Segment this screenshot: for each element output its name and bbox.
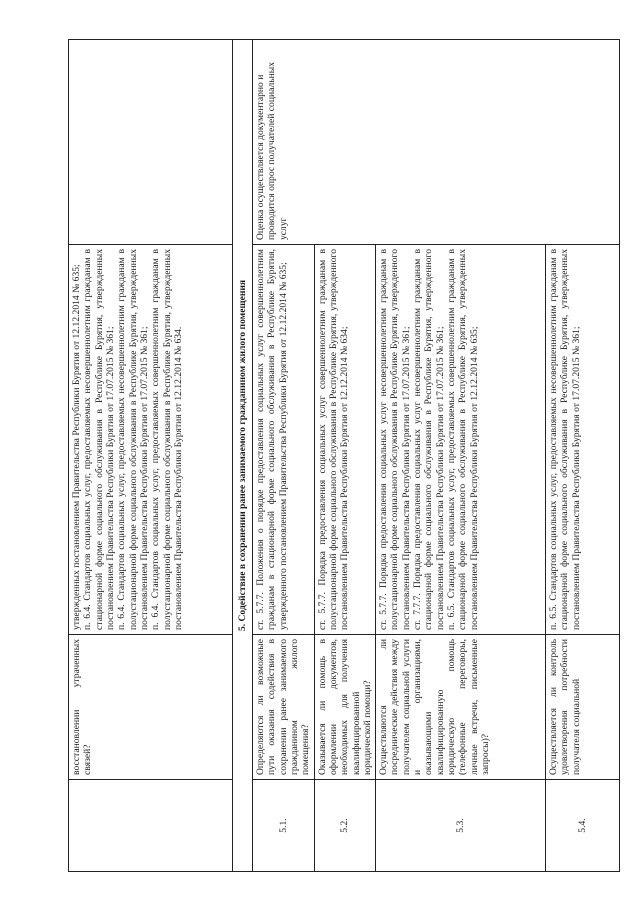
- evaluation-cell: [69, 40, 233, 245]
- legal-basis-line: ст. 5.7.7. Порядка предоставления социальных услуг совершеннолетним гражданам в полустационарной форме социального обслуживания в Республике Бурятия, утвержденного постановлением Правительства Республики Бурятия от 12.12.2014 № 634;: [316, 249, 351, 630]
- question-cell: Осуществляются ли посреднические действия между получателем социальной услуги и организациями, оказывающими квалифицированную юридическую помощь (телефонные переговоры, личные встречи, письменные запросы)?: [376, 635, 546, 780]
- legal-basis-cell: [314, 245, 376, 635]
- legal-basis-cell: [546, 245, 620, 635]
- legal-basis-line: п. 6.5. Стандартов социальных услуг, предоставляемых совершеннолетним гражданам в стационарной форме социального обслуживания в Республике Бурятия, утвержденных постановлением Правительства Республики Бурятия от 12.12.2014 № 635;: [446, 249, 480, 630]
- question-cell: Осуществляется ли контроль удовлетворения потребности получателя социальной: [546, 635, 620, 780]
- row-number-cell: 5.1.: [253, 780, 315, 872]
- section-header-row: [233, 40, 253, 872]
- legal-basis-line: п. 6.4. Стандартов социальных услуг, предоставляемых несовершеннолетним гражданам в полустационарной форме социального обслуживания в Республике Бурятия, утвержденных постановлением Правительства Республики Бурятия от 17.07.2015 № 361;: [116, 249, 150, 630]
- question-cell: восстановлении утраченных связей?: [69, 635, 233, 780]
- row-number-cell: 5.3.: [376, 780, 546, 872]
- legal-basis-line: п. 6.4. Стандартов социальных услуг, предоставляемых несовершеннолетним гражданам в стационарной форме социального обслуживания в Республике Бурятия, утвержденных постановлением Правительства Республики Бурятия от 17.07.2015 № 361;: [82, 249, 116, 630]
- legal-basis-line: ст. 5.7.7. Порядка предоставления социальных услуг несовершеннолетним гражданам в полустационарной форме социального обслуживания в Республике Бурятия, утвержденного постановлением Правительства Республики Бурятия от 17.07.2015 № 361;: [378, 249, 412, 630]
- question-cell: Оказывается ли помощь в оформлении документов, необходимых для получения квалифицированной юридической помощи?: [314, 635, 376, 780]
- legal-basis-line: п. 6.5. Стандартов социальных услуг, предоставляемых несовершеннолетним гражданам в стационарной форме социального обслуживания в Республике Бурятия, утвержденных постановлением Правительства Республики Бурятия от 17.07.2015 № 361;: [548, 249, 582, 630]
- legal-basis-line: утвержденных постановлением Правительства Республики Бурятия от 12.12.2014 № 635;: [71, 264, 82, 630]
- section-title: 5. Содействие в сохранении ранее занимаемого гражданином жилого помещения: [233, 40, 253, 872]
- row-number-cell: 5.4.: [546, 780, 620, 872]
- legal-basis-cell: [376, 245, 546, 635]
- table-row: [253, 40, 315, 872]
- legal-basis-line: ст. 7.7.7. Порядка предоставления социальных услуг несовершеннолетним гражданам в стационарной форме социального обслуживания в Республике Бурятия, утвержденного постановлением Правительства Республики Бурятия от 17.07.2015 № 361;: [412, 249, 446, 630]
- legal-basis-cell: [253, 245, 315, 635]
- criteria-table: [68, 39, 620, 872]
- legal-basis-cell: [69, 245, 233, 635]
- rotated-table-sheet: [68, 40, 608, 872]
- table-row-carryover: [69, 40, 233, 872]
- evaluation-cell: Оценка осуществляется документарно и проводится опрос получателей социальных услуг: [253, 40, 620, 245]
- question-cell: Определяются ли возможные пути оказания содействия в сохранении ранее занимаемого гражданином жилого помещения?: [253, 635, 315, 780]
- legal-basis-line: ст. 5.7.7. Положения о порядке предоставления социальных услуг совершеннолетним гражданам в стационарной форме социального обслуживания в Республике Бурятия, утвержденного постановлением Правительства Республики Бурятия от 12.12.2014 № 635;: [255, 249, 289, 630]
- row-number-cell: 5.2.: [314, 780, 376, 872]
- row-number-cell: [69, 780, 233, 872]
- legal-basis-line: п. 6.4. Стандартов социальных услуг, предоставляемых совершеннолетним гражданам в полустационарной форме социального обслуживания в Республике Бурятия, утвержденных постановлением Правительства Республики Бурятия от 12.12.2014 № 634.: [150, 249, 184, 630]
